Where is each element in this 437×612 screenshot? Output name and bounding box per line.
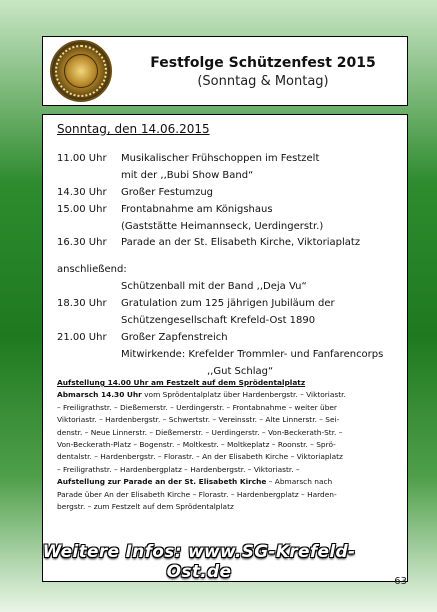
schedule-text: (Gaststätte Heimannseck, Uerdingerstr.) [121,220,324,232]
schedule-text: Frontabnahme am Königshaus [121,203,273,215]
page-subtitle: (Sonntag & Montag) [197,74,329,89]
schedule-text: anschließend: [57,264,127,276]
route-text: – Freiligrathstr. – Dießemerstr. – Uerdingerstr. – Frontabnahme – weiter über [57,402,337,412]
schedule-time: 14.30 Uhr [57,186,107,198]
route-text: Von-Beckerath-Platz – Bogenstr. – Moltkestr. – Moltkeplatz – Roonstr. – Sprö- [57,439,336,449]
route-line [57,464,397,476]
schedule-time: 18.30 Uhr [57,298,107,310]
schedule-text: Gratulation zum 125 jährigen Jubiläum der [121,298,335,310]
route-line [57,476,397,488]
route-bold: Abmarsch 14.30 Uhr [57,390,142,400]
route-line [57,377,397,389]
route-line [57,489,397,501]
aufstellung-heading: Aufstellung 14.00 Uhr am Festzelt auf dem Sprödentalplatz [57,378,306,387]
schedule-text: mit der ,,Bubi Show Band“ [121,169,254,181]
schedule-text: Parade an der St. Elisabeth Kirche, Viktoriaplatz [121,237,361,249]
club-crest-logo [50,40,112,102]
schedule-text: Schützenball mit der Band ,,Deja Vu“ [121,281,307,293]
route-line [57,439,397,451]
route-details [57,377,397,513]
route-text: dentalstr. – Hardenbergstr. – Florastr. – An der Elisabeth Kirche – Viktoriaplatz [57,452,343,462]
route-line [57,402,397,414]
schedule-text: Schützengesellschaft Krefeld-Ost 1890 [121,315,316,327]
route-line [57,389,397,401]
route-text: bergstr. – zum Festzelt auf dem Sprödentalplatz [57,501,234,511]
route-line [57,414,397,426]
website-link[interactable]: Weitere Infos: www.SG-Krefeld-Ost.de [42,542,356,582]
schedule-text: Großer Festumzug [121,186,214,198]
schedule-time: 11.00 Uhr [57,153,107,164]
route-text: vom Sprödentalplatz über Hardenbergstr. – Viktoriastr. [141,390,346,400]
schedule-time: 21.00 Uhr [57,331,107,343]
page-title: Festfolge Schützenfest 2015 [150,55,376,71]
route-text: – Freiligrathstr. – Hardenbergplatz – Hardenbergstr. – Viktoriastr. – [57,464,300,474]
route-text: Parade über An der Elisabeth Kirche – Florastr. – Hardenbergplatz – Harden- [57,489,337,499]
route-text: Viktoriastr. – Hardenbergstr. – Schwertstr. – Vereinsstr. – Alte Linnerstr. – Sei- [57,415,340,425]
route-line [57,427,397,439]
schedule-text: ,,Gut Schlag“ [207,365,274,377]
schedule-text: Musikalischer Frühschoppen im Festzelt [121,153,320,164]
date-heading: Sonntag, den 14.06.2015 [57,122,210,136]
route-line [57,501,397,513]
route-text: denstr. – Neue Linnerstr. – Dießemerstr. – Uerdingerstr. – Von-Beckerath-Str. – [57,427,343,437]
header-box [42,36,408,106]
page-number: 63 [394,576,407,587]
route-bold: Aufstellung zur Parade an der St. Elisabeth Kirche [57,477,267,487]
route-text: – Abmarsch nach [266,477,333,487]
schedule-time: 16.30 Uhr [57,237,107,249]
schedule-time: 15.00 Uhr [57,203,107,215]
schedule-box [42,114,408,582]
schedule-text: Mitwirkende: Krefelder Trommler- und Fanfarencorps [121,348,384,360]
route-line [57,451,397,463]
schedule-text: Großer Zapfenstreich [121,331,228,343]
